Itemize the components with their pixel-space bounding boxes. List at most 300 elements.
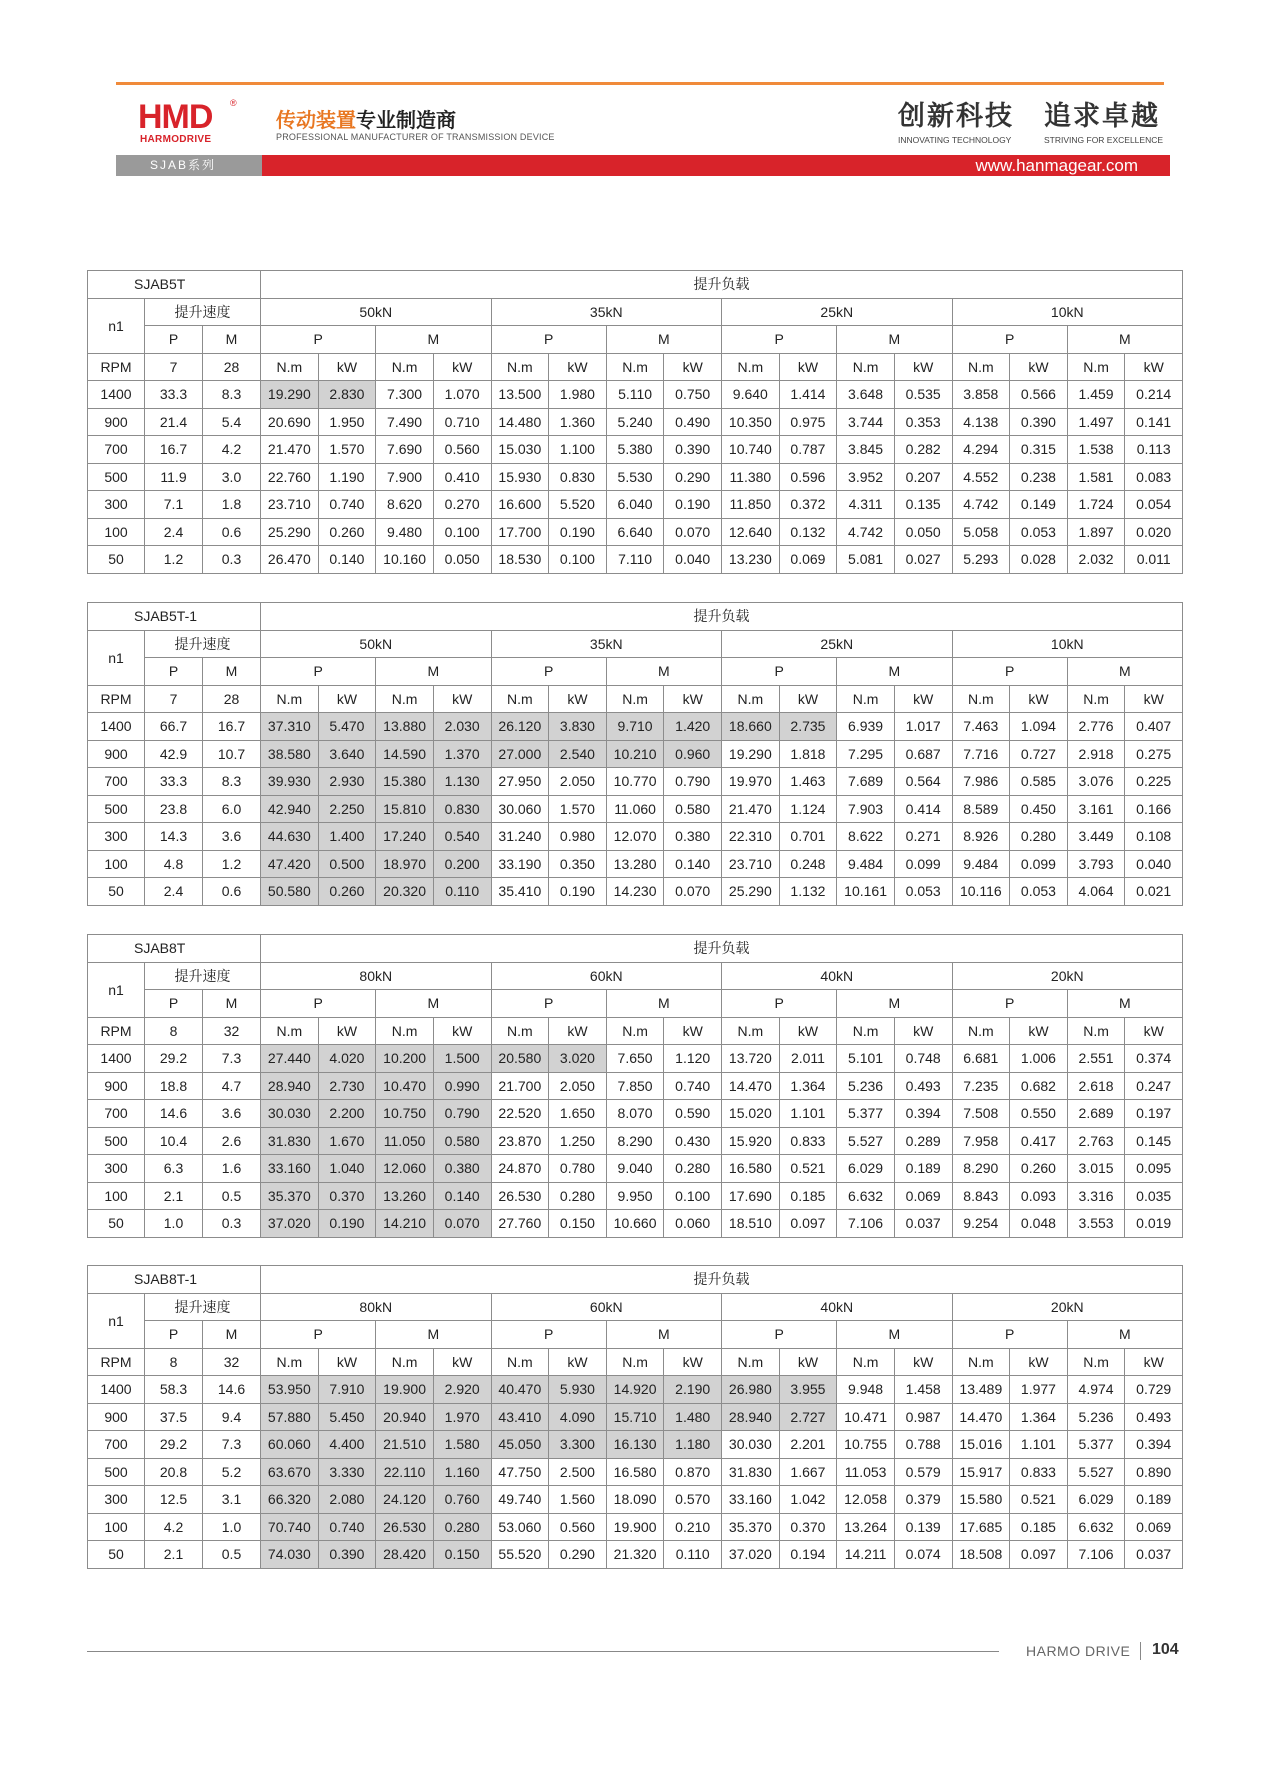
table-cell: 0.550	[1010, 1100, 1068, 1128]
table-cell: 3.952	[837, 463, 895, 491]
table-cell: 7.490	[376, 408, 434, 436]
table-cell: 100	[88, 518, 145, 546]
table-cell: 0.740	[318, 1513, 376, 1541]
table-cell: 0.247	[1125, 1072, 1183, 1100]
unit-kw-header: kW	[433, 353, 491, 381]
table-cell: 5.520	[549, 491, 607, 519]
table-cell: 5.530	[606, 463, 664, 491]
speed-p-header: P	[145, 990, 203, 1018]
table-cell: 0.189	[894, 1155, 952, 1183]
table-cell: 21.510	[376, 1431, 434, 1459]
lift-speed-header: 提升速度	[145, 630, 261, 658]
load-header: 80kN	[261, 962, 492, 990]
power-m-header: M	[606, 326, 721, 354]
table-cell: 0.110	[433, 878, 491, 906]
table-cell: 15.580	[952, 1486, 1010, 1514]
power-m-header: M	[376, 326, 491, 354]
unit-nm-header: N.m	[722, 1348, 780, 1376]
table-cell: 0.113	[1125, 436, 1183, 464]
table-cell: 0.048	[1010, 1210, 1068, 1238]
table-cell: 0.097	[779, 1210, 837, 1238]
table-cell: 5.110	[606, 381, 664, 409]
speed-p-value: 7	[145, 685, 203, 713]
table-row	[88, 768, 1183, 796]
table-cell: 0.535	[894, 381, 952, 409]
table-cell: 8.290	[952, 1155, 1010, 1183]
table-cell: 3.793	[1067, 850, 1125, 878]
table-cell: 0.095	[1125, 1155, 1183, 1183]
speed-m-value: 28	[203, 353, 261, 381]
table-cell: 1.042	[779, 1486, 837, 1514]
unit-kw-header: kW	[894, 1348, 952, 1376]
table-cell: 2.735	[779, 713, 837, 741]
table-cell: 13.500	[491, 381, 549, 409]
table-cell: 100	[88, 1182, 145, 1210]
table-cell: 0.407	[1125, 713, 1183, 741]
table-cell: 8.070	[606, 1100, 664, 1128]
unit-nm-header: N.m	[491, 685, 549, 713]
power-m-header: M	[1067, 658, 1182, 686]
table-cell: 22.760	[261, 463, 319, 491]
table-cell: 47.750	[491, 1458, 549, 1486]
table-cell: 28.940	[722, 1403, 780, 1431]
table-cell: 10.4	[145, 1127, 203, 1155]
table-cell: 0.225	[1125, 768, 1183, 796]
unit-header-row	[88, 1017, 1183, 1045]
table-cell: 1.364	[779, 1072, 837, 1100]
table-cell: 0.289	[894, 1127, 952, 1155]
table-cell: 16.580	[606, 1458, 664, 1486]
load-header: 40kN	[722, 962, 953, 990]
table-cell: 0.190	[549, 518, 607, 546]
table-cell: 0.315	[1010, 436, 1068, 464]
table-cell: 8.589	[952, 795, 1010, 823]
lift-load-header: 提升负载	[261, 603, 1183, 631]
table-cell: 0.185	[779, 1182, 837, 1210]
table-cell: 1.094	[1010, 713, 1068, 741]
table-cell: 16.580	[722, 1155, 780, 1183]
unit-kw-header: kW	[549, 685, 607, 713]
table-cell: 5.293	[952, 546, 1010, 574]
table-cell: 21.700	[491, 1072, 549, 1100]
table-cell: 0.521	[1010, 1486, 1068, 1514]
table-cell: 1.560	[549, 1486, 607, 1514]
footer-brand: HARMO DRIVE	[1026, 1643, 1131, 1659]
table-cell: 0.380	[433, 1155, 491, 1183]
table-cell: 6.029	[1067, 1486, 1125, 1514]
table-cell: 0.290	[549, 1541, 607, 1569]
table-cell: 3.648	[837, 381, 895, 409]
table-cell: 1.364	[1010, 1403, 1068, 1431]
table-row	[88, 436, 1183, 464]
power-m-header: M	[837, 658, 952, 686]
rpm-header: RPM	[88, 685, 145, 713]
power-m-header: M	[606, 658, 721, 686]
table-cell: 1.360	[549, 408, 607, 436]
table-cell: 24.120	[376, 1486, 434, 1514]
table-cell: 7.3	[203, 1045, 261, 1073]
table-cell: 0.035	[1125, 1182, 1183, 1210]
table-cell: 0.580	[664, 795, 722, 823]
table-cell: 0.570	[664, 1486, 722, 1514]
table-cell: 1.970	[433, 1403, 491, 1431]
table-cell: 5.236	[1067, 1403, 1125, 1431]
table-cell: 2.830	[318, 381, 376, 409]
table-cell: 1.132	[779, 878, 837, 906]
table-row	[88, 1403, 1183, 1431]
table-cell: 2.080	[318, 1486, 376, 1514]
slogan-excellence-en: STRIVING FOR EXCELLENCE	[1044, 135, 1164, 145]
table-cell: 0.729	[1125, 1376, 1183, 1404]
table-cell: 28.940	[261, 1072, 319, 1100]
table-cell: 1.420	[664, 713, 722, 741]
unit-nm-header: N.m	[837, 1348, 895, 1376]
table-cell: 3.830	[549, 713, 607, 741]
table-cell: 4.400	[318, 1431, 376, 1459]
unit-nm-header: N.m	[376, 1348, 434, 1376]
table-cell: 0.083	[1125, 463, 1183, 491]
table-cell: 0.414	[894, 795, 952, 823]
table-cell: 2.032	[1067, 546, 1125, 574]
table-cell: 0.069	[1125, 1513, 1183, 1541]
power-m-header: M	[1067, 1321, 1182, 1349]
model-name: SJAB5T	[88, 271, 261, 299]
power-m-header: M	[606, 990, 721, 1018]
table-cell: 0.132	[779, 518, 837, 546]
table-cell: 900	[88, 740, 145, 768]
table-cell: 6.029	[837, 1155, 895, 1183]
table-cell: 0.185	[1010, 1513, 1068, 1541]
table-cell: 0.054	[1125, 491, 1183, 519]
power-p-header: P	[491, 990, 606, 1018]
table-cell: 10.350	[722, 408, 780, 436]
power-m-header: M	[1067, 326, 1182, 354]
table-cell: 1.2	[145, 546, 203, 574]
table-cell: 4.742	[837, 518, 895, 546]
table-cell: 0.493	[1125, 1403, 1183, 1431]
speed-p-value: 8	[145, 1348, 203, 1376]
table-cell: 3.744	[837, 408, 895, 436]
table-cell: 16.130	[606, 1431, 664, 1459]
table-cell: 17.700	[491, 518, 549, 546]
table-cell: 100	[88, 1513, 145, 1541]
table-cell: 14.590	[376, 740, 434, 768]
table-cell: 0.074	[894, 1541, 952, 1569]
table-cell: 47.420	[261, 850, 319, 878]
table-cell: 2.930	[318, 768, 376, 796]
footer-rule	[87, 1651, 999, 1652]
table-cell: 1.570	[318, 436, 376, 464]
table-cell: 3.553	[1067, 1210, 1125, 1238]
table-cell: 10.161	[837, 878, 895, 906]
table-cell: 1.190	[318, 463, 376, 491]
table-cell: 0.248	[779, 850, 837, 878]
table-cell: 0.493	[894, 1072, 952, 1100]
unit-kw-header: kW	[549, 353, 607, 381]
model-name: SJAB8T-1	[88, 1266, 261, 1294]
unit-kw-header: kW	[318, 685, 376, 713]
table-cell: 31.830	[261, 1127, 319, 1155]
table-row	[88, 1045, 1183, 1073]
n1-header: n1	[88, 630, 145, 685]
table-cell: 7.463	[952, 713, 1010, 741]
table-cell: 0.353	[894, 408, 952, 436]
table-cell: 3.161	[1067, 795, 1125, 823]
unit-nm-header: N.m	[722, 1017, 780, 1045]
table-cell: 0.099	[894, 850, 952, 878]
table-cell: 0.141	[1125, 408, 1183, 436]
table-cell: 1.2	[203, 850, 261, 878]
table-cell: 6.3	[145, 1155, 203, 1183]
table-cell: 17.690	[722, 1182, 780, 1210]
rpm-header: RPM	[88, 1017, 145, 1045]
table-cell: 10.750	[376, 1100, 434, 1128]
table-cell: 4.2	[203, 436, 261, 464]
table-cell: 18.090	[606, 1486, 664, 1514]
table-cell: 0.564	[894, 768, 952, 796]
table-cell: 74.030	[261, 1541, 319, 1569]
unit-kw-header: kW	[664, 1348, 722, 1376]
power-p-header: P	[261, 326, 376, 354]
table-cell: 0.960	[664, 740, 722, 768]
unit-kw-header: kW	[318, 1017, 376, 1045]
table-cell: 0.070	[664, 518, 722, 546]
table-cell: 0.190	[664, 491, 722, 519]
unit-kw-header: kW	[1125, 1348, 1183, 1376]
table-cell: 9.710	[606, 713, 664, 741]
table-cell: 13.230	[722, 546, 780, 574]
table-cell: 7.110	[606, 546, 664, 574]
table-cell: 0.450	[1010, 795, 1068, 823]
table-cell: 1.160	[433, 1458, 491, 1486]
table-cell: 0.430	[664, 1127, 722, 1155]
table-cell: 0.788	[894, 1431, 952, 1459]
table-cell: 12.070	[606, 823, 664, 851]
table-row	[88, 1210, 1183, 1238]
table-cell: 6.632	[837, 1182, 895, 1210]
table-cell: 500	[88, 1458, 145, 1486]
power-p-header: P	[722, 1321, 837, 1349]
table-cell: 700	[88, 436, 145, 464]
power-p-header: P	[491, 326, 606, 354]
table-cell: 0.093	[1010, 1182, 1068, 1210]
unit-nm-header: N.m	[1067, 685, 1125, 713]
table-cell: 4.8	[145, 850, 203, 878]
unit-kw-header: kW	[318, 1348, 376, 1376]
table-cell: 1.497	[1067, 408, 1125, 436]
table-cell: 40.470	[491, 1376, 549, 1404]
table-cell: 2.190	[664, 1376, 722, 1404]
table-cell: 1.101	[779, 1100, 837, 1128]
table-row	[88, 1486, 1183, 1514]
table-cell: 1.581	[1067, 463, 1125, 491]
table-cell: 0.011	[1125, 546, 1183, 574]
table-cell: 1.250	[549, 1127, 607, 1155]
table-cell: 1.070	[433, 381, 491, 409]
table-cell: 31.830	[722, 1458, 780, 1486]
power-m-header: M	[1067, 990, 1182, 1018]
table-cell: 0.190	[318, 1210, 376, 1238]
table-cell: 3.330	[318, 1458, 376, 1486]
unit-kw-header: kW	[318, 353, 376, 381]
table-cell: 15.020	[722, 1100, 780, 1128]
table-cell: 14.470	[722, 1072, 780, 1100]
table-cell: 1.724	[1067, 491, 1125, 519]
table-cell: 25.290	[722, 878, 780, 906]
table-cell: 18.970	[376, 850, 434, 878]
table-cell: 0.350	[549, 850, 607, 878]
table-cell: 6.681	[952, 1045, 1010, 1073]
table-cell: 7.689	[837, 768, 895, 796]
table-cell: 9.484	[837, 850, 895, 878]
table-cell: 8.926	[952, 823, 1010, 851]
table-cell: 0.028	[1010, 546, 1068, 574]
table-cell: 29.2	[145, 1045, 203, 1073]
table-cell: 0.727	[1010, 740, 1068, 768]
table-cell: 5.058	[952, 518, 1010, 546]
table-cell: 500	[88, 795, 145, 823]
unit-kw-header: kW	[549, 1348, 607, 1376]
speed-m-value: 28	[203, 685, 261, 713]
unit-nm-header: N.m	[376, 353, 434, 381]
table-row	[88, 1100, 1183, 1128]
table-cell: 5.527	[837, 1127, 895, 1155]
table-cell: 2.200	[318, 1100, 376, 1128]
table-cell: 1.980	[549, 381, 607, 409]
table-cell: 1.570	[549, 795, 607, 823]
table-cell: 1.130	[433, 768, 491, 796]
table-cell: 7.716	[952, 740, 1010, 768]
table-cell: 66.320	[261, 1486, 319, 1514]
table-cell: 0.238	[1010, 463, 1068, 491]
table-cell: 19.970	[722, 768, 780, 796]
table-cell: 3.640	[318, 740, 376, 768]
power-m-header: M	[376, 658, 491, 686]
table-cell: 3.6	[203, 1100, 261, 1128]
n1-header: n1	[88, 298, 145, 353]
table-cell: 20.320	[376, 878, 434, 906]
table-cell: 22.520	[491, 1100, 549, 1128]
unit-nm-header: N.m	[261, 1348, 319, 1376]
power-m-header: M	[837, 1321, 952, 1349]
table-cell: 1.459	[1067, 381, 1125, 409]
table-cell: 4.552	[952, 463, 1010, 491]
table-cell: 0.370	[779, 1513, 837, 1541]
table-cell: 0.280	[664, 1155, 722, 1183]
table-row	[88, 1513, 1183, 1541]
load-header: 60kN	[491, 1293, 722, 1321]
table-cell: 0.760	[433, 1486, 491, 1514]
table-cell: 37.5	[145, 1403, 203, 1431]
table-cell: 0.280	[549, 1182, 607, 1210]
unit-kw-header: kW	[894, 353, 952, 381]
load-header: 20kN	[952, 962, 1183, 990]
load-header: 60kN	[491, 962, 722, 990]
table-cell: 0.580	[433, 1127, 491, 1155]
table-cell: 6.640	[606, 518, 664, 546]
load-header-row	[88, 962, 1183, 990]
table-cell: 0.053	[1010, 518, 1068, 546]
unit-nm-header: N.m	[722, 685, 780, 713]
table-cell: 17.685	[952, 1513, 1010, 1541]
table-cell: 1.0	[203, 1513, 261, 1541]
table-cell: 1.124	[779, 795, 837, 823]
table-cell: 14.6	[145, 1100, 203, 1128]
table-cell: 23.710	[722, 850, 780, 878]
table-cell: 2.727	[779, 1403, 837, 1431]
table-cell: 0.053	[894, 878, 952, 906]
table-cell: 39.930	[261, 768, 319, 796]
table-cell: 0.150	[549, 1210, 607, 1238]
power-p-header: P	[491, 1321, 606, 1349]
unit-kw-header: kW	[1010, 1348, 1068, 1376]
table-cell: 0.060	[664, 1210, 722, 1238]
table-cell: 0.207	[894, 463, 952, 491]
table-cell: 1.414	[779, 381, 837, 409]
table-cell: 10.770	[606, 768, 664, 796]
website-link[interactable]: www.hanmagear.com	[262, 155, 1170, 176]
table-cell: 3.316	[1067, 1182, 1125, 1210]
table-row	[88, 463, 1183, 491]
table-cell: 6.632	[1067, 1513, 1125, 1541]
table-cell: 10.210	[606, 740, 664, 768]
table-cell: 0.040	[664, 546, 722, 574]
page-number: 104	[1152, 1641, 1179, 1658]
table-cell: 12.640	[722, 518, 780, 546]
load-header: 10kN	[952, 298, 1183, 326]
table-cell: 18.660	[722, 713, 780, 741]
table-cell: 15.016	[952, 1431, 1010, 1459]
table-cell: 0.521	[779, 1155, 837, 1183]
table-cell: 0.149	[1010, 491, 1068, 519]
table-cell: 5.081	[837, 546, 895, 574]
table-cell: 500	[88, 1127, 145, 1155]
table-cell: 7.1	[145, 491, 203, 519]
table-cell: 3.955	[779, 1376, 837, 1404]
table-cell: 33.190	[491, 850, 549, 878]
unit-nm-header: N.m	[261, 353, 319, 381]
table-cell: 19.900	[606, 1513, 664, 1541]
table-cell: 9.480	[376, 518, 434, 546]
table-cell: 7.850	[606, 1072, 664, 1100]
table-cell: 20.580	[491, 1045, 549, 1073]
table-cell: 23.8	[145, 795, 203, 823]
unit-header-row	[88, 1348, 1183, 1376]
table-cell: 1.950	[318, 408, 376, 436]
lift-load-header: 提升负载	[261, 935, 1183, 963]
table-cell: 2.551	[1067, 1045, 1125, 1073]
table-cell: 18.510	[722, 1210, 780, 1238]
table-cell: 0.6	[203, 518, 261, 546]
table-cell: 2.618	[1067, 1072, 1125, 1100]
table-cell: 0.135	[894, 491, 952, 519]
table-cell: 0.100	[664, 1182, 722, 1210]
table-row	[88, 546, 1183, 574]
table-cell: 0.069	[894, 1182, 952, 1210]
unit-nm-header: N.m	[376, 685, 434, 713]
table-cell: 0.682	[1010, 1072, 1068, 1100]
table-cell: 0.260	[318, 878, 376, 906]
company-tagline	[276, 104, 456, 133]
table-row	[88, 850, 1183, 878]
table-cell: 0.100	[549, 546, 607, 574]
unit-nm-header: N.m	[491, 353, 549, 381]
speed-m-header: M	[203, 326, 261, 354]
table-cell: 50	[88, 1541, 145, 1569]
table-cell: 700	[88, 1431, 145, 1459]
table-cell: 0.980	[549, 823, 607, 851]
table-cell: 0.050	[433, 546, 491, 574]
